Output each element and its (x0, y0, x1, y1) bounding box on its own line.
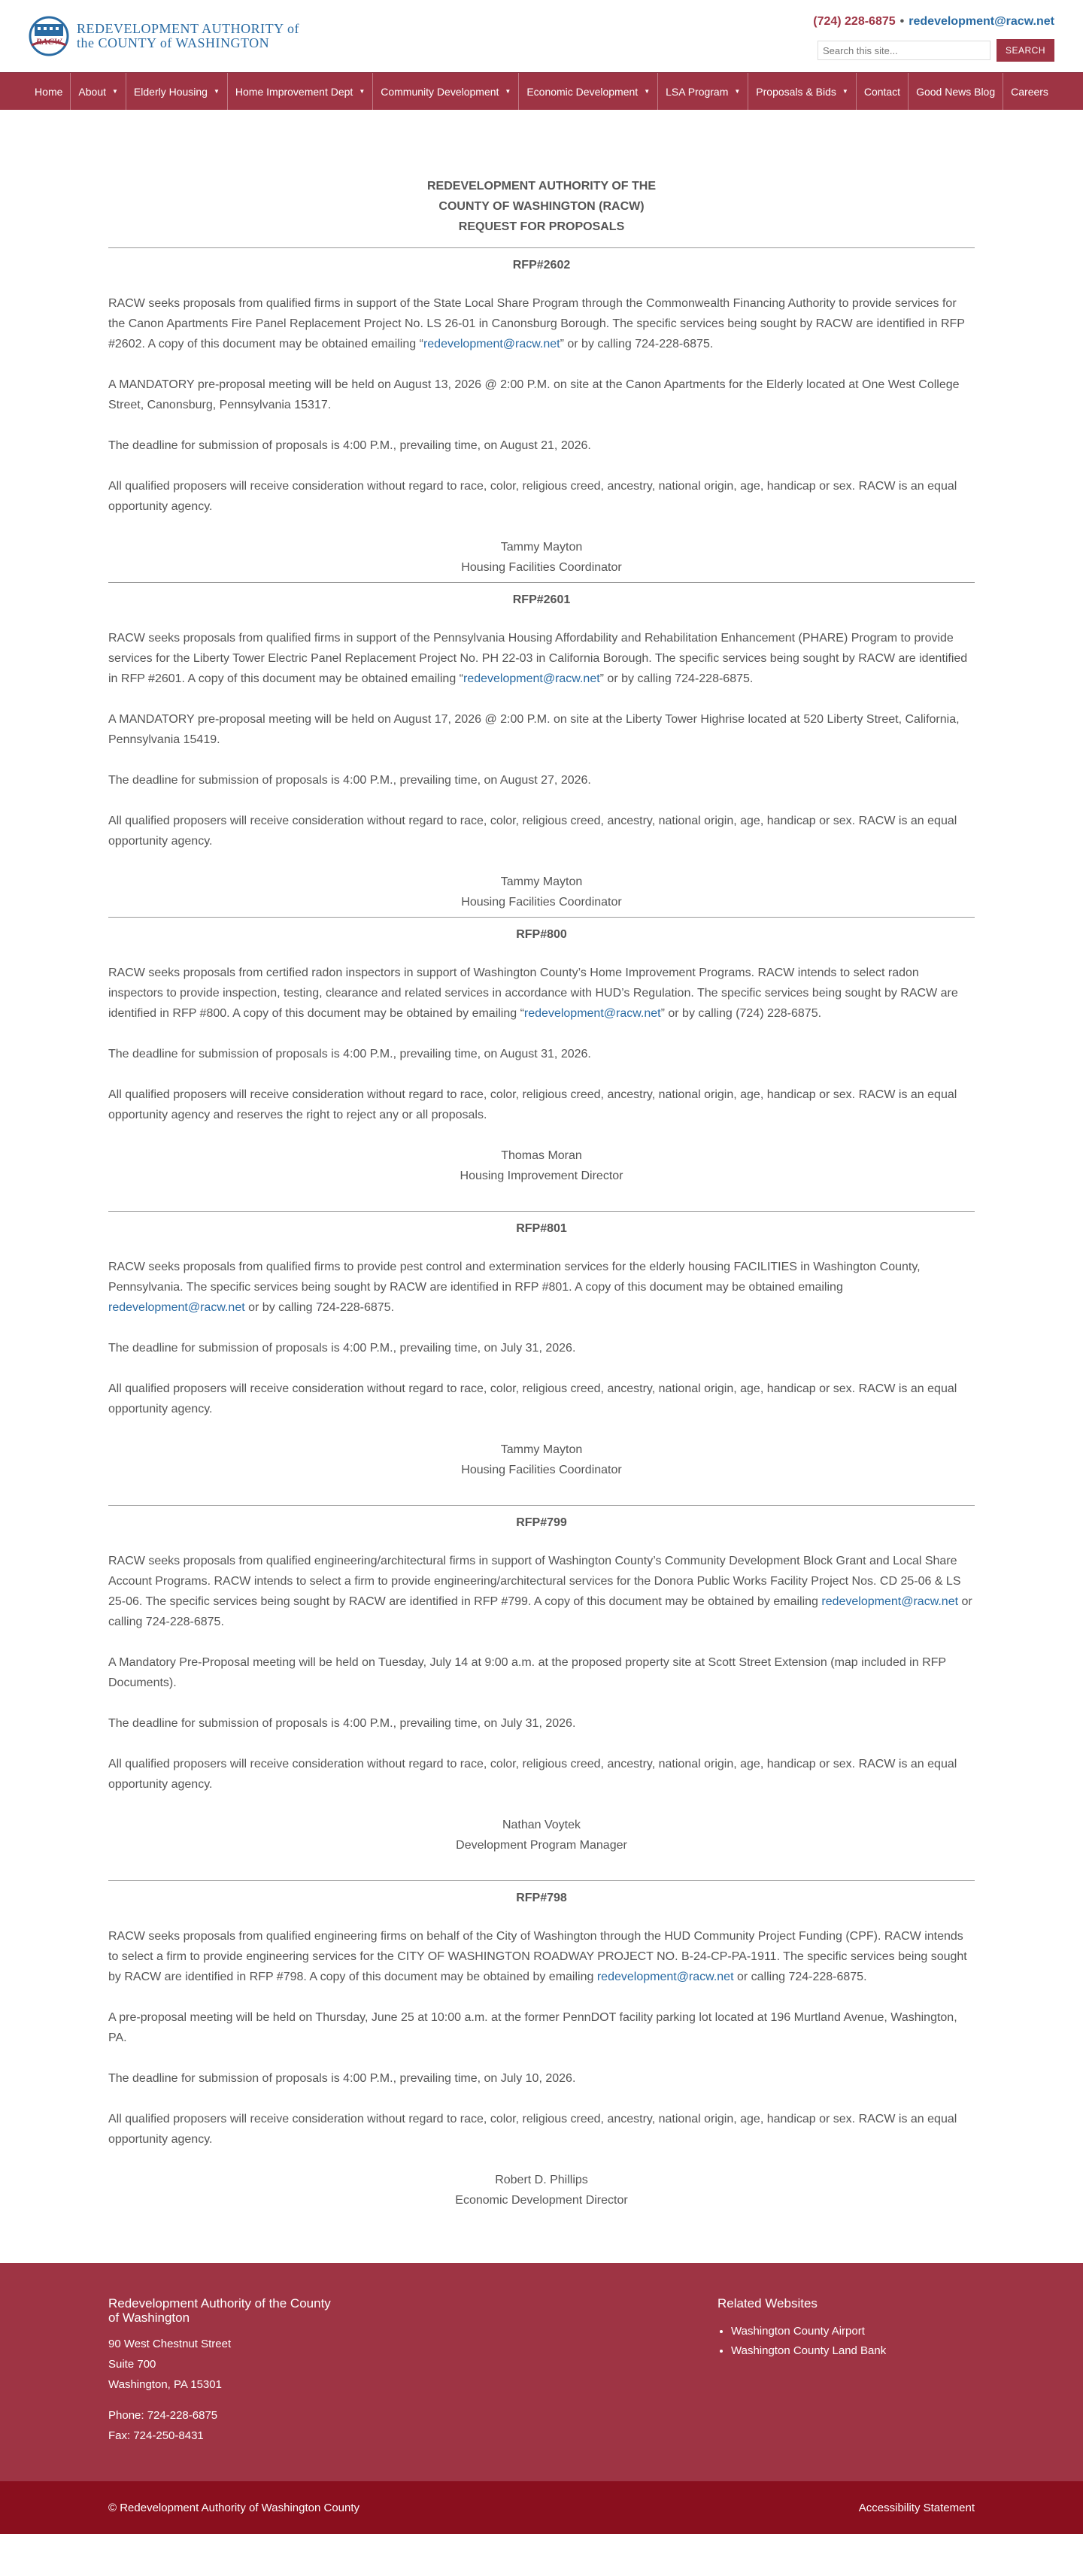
rfp-meeting: A Mandatory Pre-Proposal meeting will be held on Tuesday, July 14 at 9:00 a.m. at the proposed property site at Scott Street Extension (map included in RFP Documents). (108, 1656, 946, 1689)
chevron-down-icon: ▼ (842, 88, 848, 95)
footer-address-line-2: Suite 700 (108, 2358, 156, 2371)
contact-separator: • (899, 15, 905, 28)
search-input[interactable] (818, 41, 990, 60)
rfp-equal-opportunity: All qualified proposers will receive consideration without regard to race, color, religious creed, ancestry, national origin, age, handicap or sex. RACW is an equal opportunity agency. (108, 1382, 957, 1415)
main-nav (0, 72, 1083, 110)
rfp-title: RFP#2602 (512, 259, 571, 272)
rfp-title: RFP#801 (516, 1222, 567, 1235)
footer-address (108, 2296, 379, 2446)
rfp-text: RACW seeks proposals from qualified engineering firms on behalf of the City of Washington through the HUD Community Project Funding (CPF). RACW intends to select a firm to provide engineering services for the CITY OF WASHINGTON ROADWAY PROJECT NO. B-24-CP-PA-1911. The specific services being sought by RACW are identified in RFP #798. A copy of this document may be obtained by emailing (108, 1930, 967, 1983)
chevron-down-icon: ▼ (359, 88, 366, 95)
footer-bottom-bar (0, 2481, 1083, 2534)
site-footer (0, 2263, 1083, 2481)
footer-org-name (108, 2296, 379, 2325)
footer-phone: Phone: 724-228-6875 (108, 2409, 218, 2422)
footer-org-line-2: of Washington (108, 2311, 190, 2325)
rfp-description (108, 963, 975, 1024)
rfp-description (108, 1926, 975, 1987)
rfp-text: ” or by calling 724-228-6875. (599, 672, 754, 685)
rfp-deadline: The deadline for submission of proposals is 4:00 P.M., prevailing time, on July 31, 2026. (108, 1342, 576, 1355)
related-link-land-bank[interactable]: • Washington County Land Bank (731, 2341, 886, 2361)
rfp-signature (108, 537, 975, 578)
rfp-equal-opportunity: All qualified proposers will receive consideration without regard to race, color, religious creed, ancestry, national origin, age, handicap or sex. RACW is an equal opportunity agency. (108, 2113, 957, 2146)
rfp-equal-opportunity: All qualified proposers will receive consideration without regard to race, color, religious creed, ancestry, national origin, age, handicap or sex. RACW is an equal opportunity agency. (108, 815, 957, 848)
logo-text (77, 22, 299, 50)
rfp-section-2602 (108, 247, 975, 578)
nav-label: Community Development (381, 85, 499, 98)
signatory-name: Robert D. Phillips (495, 2174, 588, 2186)
page-title-line-2: COUNTY OF WASHINGTON (RACW) (438, 200, 645, 213)
rfp-deadline: The deadline for submission of proposals is 4:00 P.M., prevailing time, on July 31, 2026. (108, 1717, 576, 1730)
nav-item-community-development[interactable] (373, 73, 519, 110)
chevron-down-icon: ▼ (734, 88, 741, 95)
nav-label: Home Improvement Dept (235, 85, 353, 98)
nav-label: Elderly Housing (133, 85, 208, 98)
nav-label: Proposals & Bids (756, 85, 836, 98)
nav-label: Good News Blog (916, 85, 996, 98)
rfp-deadline: The deadline for submission of proposals is 4:00 P.M., prevailing time, on July 10, 2026. (108, 2072, 576, 2085)
header-contact (813, 15, 1054, 62)
rfp-section-800 (108, 917, 975, 1206)
nav-label: Home (35, 85, 63, 98)
header-phone-link[interactable]: (724) 228-6875 (813, 15, 896, 28)
related-link-airport[interactable]: • Washington County Airport (731, 2322, 886, 2341)
rfp-text: RACW seeks proposals from qualified engineering/architectural firms in support of Washington County’s Community Development Block Grant and Local Share Account Programs. RACW intends to select a firm to provide engineering/architectural services for the Donora Public Works Facility Project Nos. CD 25-06 & LS 25-06. The specific services being sought by RACW are identified in RFP #799. A copy of this document may be obtained by emailing (108, 1555, 961, 1608)
nav-item-home-improvement[interactable] (228, 73, 373, 110)
rfp-signature (108, 1440, 975, 1480)
rfp-text: ” or by calling 724-228-6875. (560, 338, 714, 350)
copyright-text: © Redevelopment Authority of Washington County (108, 2501, 360, 2514)
accessibility-statement-link[interactable]: Accessibility Statement (858, 2501, 975, 2514)
rfp-text: RACW seeks proposals from qualified firms in support of the Pennsylvania Housing Affordability and Rehabilitation Enhancement (PHARE) Program to provide services for the Liberty Tower Electric Panel Replacement Project No. PH 22-03 in California Borough. The specific services being sought by RACW are identified in RFP #2601. A copy of this document may be obtained emailing “ (108, 632, 968, 685)
rfp-description (108, 1551, 975, 1632)
chevron-down-icon: ▼ (505, 88, 511, 95)
nav-item-careers[interactable] (1003, 73, 1056, 110)
nav-item-lsa-program[interactable] (658, 73, 748, 110)
nav-item-about[interactable] (71, 73, 126, 110)
rfp-deadline: The deadline for submission of proposals is 4:00 P.M., prevailing time, on August 21, 2026. (108, 439, 591, 452)
signatory-name: Tammy Mayton (500, 875, 583, 888)
page-title-line-3: REQUEST FOR PROPOSALS (458, 220, 625, 233)
footer-org-line-1: Redevelopment Authority of the County (108, 2296, 331, 2311)
rfp-section-798 (108, 1880, 975, 2210)
rfp-title: RFP#798 (516, 1892, 567, 1904)
main-content (108, 110, 975, 2263)
signatory-title: Housing Facilities Coordinator (461, 561, 622, 574)
related-websites-list (717, 2322, 886, 2361)
rfp-deadline: The deadline for submission of proposals is 4:00 P.M., prevailing time, on August 27, 2026. (108, 774, 591, 787)
rfp-meeting: A MANDATORY pre-proposal meeting will be held on August 17, 2026 @ 2:00 P.M. on site at the Liberty Tower Highrise located at 520 Liberty Street, California, Pennsylvania 15419. (108, 713, 960, 746)
rfp-signature (108, 1815, 975, 1855)
logo-badge-text: RACW (35, 36, 62, 47)
signatory-title: Economic Development Director (455, 2194, 628, 2207)
logo-line-1: REDEVELOPMENT AUTHORITY of (77, 21, 299, 36)
rfp-description (108, 293, 975, 354)
rfp-email-link[interactable]: redevelopment@racw.net (596, 1971, 734, 1983)
nav-label: About (78, 85, 106, 98)
rfp-text: RACW seeks proposals from qualified firms to provide pest control and extermination services for the elderly housing FACILITIES in Washington County, Pennsylvania. The specific services being sought by RACW are identified in RFP #801. A copy of this document may be obtained emailing (108, 1261, 921, 1294)
rfp-equal-opportunity: All qualified proposers will receive consideration without regard to race, color, religious creed, ancestry, national origin, age, handicap or sex. RACW is an equal opportunity agency and reserves the right to reject any or all proposals. (108, 1088, 957, 1121)
rfp-meeting: A MANDATORY pre-proposal meeting will be held on August 13, 2026 @ 2:00 P.M. on site at the Canon Apartments for the Elderly located at One West College Street, Canonsburg, Pennsylvania 15317. (108, 378, 960, 411)
rfp-email-link[interactable]: redevelopment@racw.net (821, 1595, 959, 1608)
page-title-line-1: REDEVELOPMENT AUTHORITY OF THE (426, 180, 656, 193)
chevron-down-icon: ▼ (213, 88, 220, 95)
rfp-equal-opportunity: All qualified proposers will receive consideration without regard to race, color, religious creed, ancestry, national origin, age, handicap or sex. RACW is an equal opportunity agency. (108, 1758, 957, 1791)
rfp-title: RFP#800 (516, 928, 567, 941)
rfp-description (108, 628, 975, 689)
signatory-title: Development Program Manager (456, 1839, 627, 1852)
rfp-email-link[interactable]: redevelopment@racw.net (108, 1301, 245, 1314)
signatory-name: Tammy Mayton (500, 541, 583, 554)
site-logo[interactable] (29, 11, 299, 62)
rfp-section-799 (108, 1505, 975, 1876)
signatory-name: Nathan Voytek (502, 1819, 581, 1831)
rfp-title: RFP#2601 (512, 593, 571, 606)
footer-address-line-3: Washington, PA 15301 (108, 2378, 222, 2391)
rfp-text: ” or by calling (724) 228-6875. (660, 1007, 822, 1020)
logo-line-2: the COUNTY of WASHINGTON (77, 35, 270, 50)
nav-item-proposals-bids[interactable] (748, 73, 857, 110)
signatory-name: Thomas Moran (501, 1149, 582, 1162)
related-websites-heading: Related Websites (717, 2296, 818, 2311)
signatory-title: Housing Facilities Coordinator (461, 896, 622, 909)
signatory-name: Tammy Mayton (500, 1443, 583, 1456)
search-form (813, 39, 1054, 62)
rfp-email-link[interactable]: redevelopment@racw.net (423, 338, 560, 350)
site-header (0, 0, 1083, 72)
nav-item-contact[interactable] (857, 73, 909, 110)
rfp-equal-opportunity: All qualified proposers will receive consideration without regard to race, color, religious creed, ancestry, national origin, age, handicap or sex. RACW is an equal opportunity agency. (108, 480, 957, 513)
rfp-email-link[interactable]: redevelopment@racw.net (523, 1007, 661, 1020)
chevron-down-icon: ▼ (112, 88, 118, 95)
nav-item-good-news-blog[interactable] (909, 73, 1003, 110)
nav-item-elderly-housing[interactable] (126, 73, 228, 110)
footer-related-websites (717, 2296, 886, 2361)
nav-label: LSA Program (666, 85, 729, 98)
rfp-description (108, 1257, 975, 1318)
rfp-section-2601 (108, 582, 975, 912)
nav-item-economic-development[interactable] (519, 73, 658, 110)
rfp-text: or calling 724-228-6875. (733, 1971, 867, 1983)
signatory-title: Housing Facilities Coordinator (461, 1464, 622, 1476)
rfp-meeting: A pre-proposal meeting will be held on Thursday, June 25 at 10:00 a.m. at the former PennDOT facility parking lot located at 196 Murtland Avenue, Washington, PA. (108, 2011, 957, 2044)
signatory-title: Housing Improvement Director (460, 1170, 623, 1182)
rfp-text: RACW seeks proposals from qualified firms in support of the State Local Share Program through the Commonwealth Financing Authority to provide services for the Canon Apartments Fire Panel Replacement Project No. LS 26-01 in Canonsburg Borough. The specific services being sought by RACW are identified in RFP #2602. A copy of this document may be obtained emailing “ (108, 297, 965, 350)
rfp-signature (108, 1145, 975, 1186)
nav-label: Contact (863, 85, 901, 98)
chevron-down-icon: ▼ (644, 88, 651, 95)
rfp-text: RACW seeks proposals from certified radon inspectors in support of Washington County’s Home Improvement Programs. RACW intends to select radon inspectors to provide inspection, testing, clearance and related services in accordance with HUD’s Regulation. The specific services being sought by RACW are identified in RFP #800. A copy of this document may be obtained by emailing “ (108, 966, 958, 1020)
rfp-signature (108, 2170, 975, 2210)
nav-label: Economic Development (526, 85, 639, 98)
rfp-email-link[interactable]: redevelopment@racw.net (463, 672, 600, 685)
nav-label: Careers (1011, 85, 1048, 98)
footer-address-line-1: 90 West Chestnut Street (108, 2338, 232, 2350)
rfp-title: RFP#799 (516, 1516, 567, 1529)
rfp-deadline: The deadline for submission of proposals is 4:00 P.M., prevailing time, on August 31, 2026. (108, 1048, 591, 1060)
page-title (108, 176, 975, 237)
rfp-section-801 (108, 1211, 975, 1500)
rfp-text: or by calling 724-228-6875. (244, 1301, 395, 1314)
nav-item-home[interactable] (27, 73, 71, 110)
rfp-signature (108, 872, 975, 912)
header-email-link[interactable]: redevelopment@racw.net (909, 15, 1054, 28)
footer-fax: Fax: 724-250-8431 (108, 2429, 204, 2442)
rfp-text: or calling 724-228-6875. (108, 1595, 972, 1628)
racw-logo-icon (29, 11, 69, 62)
search-button[interactable]: SEARCH (997, 39, 1054, 62)
